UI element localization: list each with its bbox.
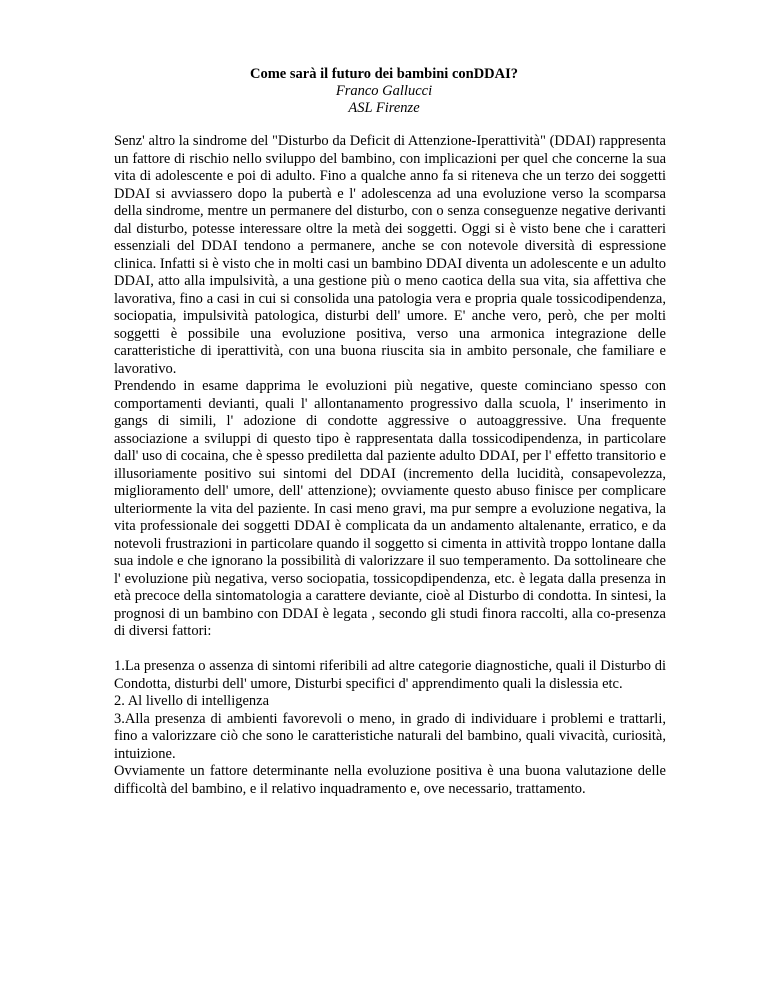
- list-item: 1.La presenza o assenza di sintomi riferibili ad altre categorie diagnostiche, quali il Disturbo di Condotta, disturbi dell' umore, Disturbi specifici d' apprendimento quali la dislessia etc.: [114, 658, 666, 692]
- author-affiliation: ASL Firenze: [348, 100, 420, 116]
- document-header: [0, 66, 768, 117]
- paragraph-conclusion: Ovviamente un fattore determinante nella evoluzione positiva è una buona valutazione delle difficoltà del bambino, e il relativo inquadramento e, ove necessario, trattamento.: [114, 763, 666, 797]
- document-title: Come sarà il futuro dei bambini conDDAI?: [250, 66, 518, 82]
- paragraph-spacer: [114, 641, 666, 659]
- author-name: Franco Gallucci: [335, 83, 433, 99]
- list-item: 3.Alla presenza di ambienti favorevoli o meno, in grado di individuare i problemi e trattarli, fino a valorizzare ciò che sono le caratteristiche naturali del bambino, quali vivacità, curiosità, intuizione.: [114, 710, 666, 762]
- document-body: [114, 133, 666, 798]
- list-item: 2. Al livello di intelligenza: [114, 693, 270, 709]
- paragraph-intro: Senz' altro la sindrome del "Disturbo da Deficit di Attenzione-Iperattività" (DDAI) rappresenta un fattore di rischio nello sviluppo del bambino, con implicazioni per quel che concerne la sua vita di adolescente e poi di adulto. Fino a qualche anno fa si riteneva che un terzo dei soggetti DDAI si avviassero dopo la pubertà e l' adolescenza ad una evoluzione verso la scomparsa della sindrome, mentre un permanere del disturbo, con o senza conseguenze negative derivanti dal disturbo, potesse interessare oltre la metà dei soggetti. Oggi si è visto bene che i caratteri essenziali del DDAI tendono a permanere, anche se con notevole diversità di espressione clinica. Infatti si è visto che in molti casi un bambino DDAI diventa un adolescente e un adulto DDAI, atto alla impulsività, a una gestione più o meno caotica della sua vita, sia affettiva che lavorativa, fino a casi in cui si consolida una patologia vera e propria quale tossicodipendenza, sociopatia, impulsività patologica, disturbi dell' umore. E' anche vero, però, che per molti soggetti è possibile una evoluzione positiva, verso una armonica integrazione delle caratteristiche di iperattività, con una buona riuscita sia in ambito personale, che familiare e lavorativo.: [114, 133, 666, 377]
- paragraph-negative-evolutions: Prendendo in esame dapprima le evoluzioni più negative, queste cominciano spesso con comportamenti devianti, quali l' allontanamento progressivo dalla scuola, l' inserimento in gangs di simili, l' adozione di condotte aggressive o autoaggressive. Una frequente associazione a sviluppi di questo tipo è rappresentata dalla tossicodipendenza, in particolare dall' uso di cocaina, che è spesso prediletta dal paziente adulto DDAI, per l' effetto transitorio e illusoriamente positivo sui sintomi del DDAI (incremento della lucidità, consapevolezza, miglioramento dell' umore, dell' attenzione); ovviamente questo abuso finisce per complicare ulteriormente la vita del paziente. In casi meno gravi, ma pur sempre a evoluzione negativa, la vita professionale dei soggetti DDAI è complicata da un andamento altalenante, erratico, e da notevoli frustrazioni in particolare quando il soggetto si cimenta in attività troppo lontane dalla sua indole e che ignorano la possibilità di valorizzare il suo temperamento. Da sottolineare che l' evoluzione più negativa, verso sociopatia, tossicopdipendenza, etc. è legata dalla presenza in età precoce della sintomatologia a carattere deviante, cioè al Disturbo di condotta. In sintesi, la prognosi di un bambino con DDAI è legata , secondo gli studi finora raccolti, alla co-presenza di diversi fattori:: [114, 378, 666, 639]
